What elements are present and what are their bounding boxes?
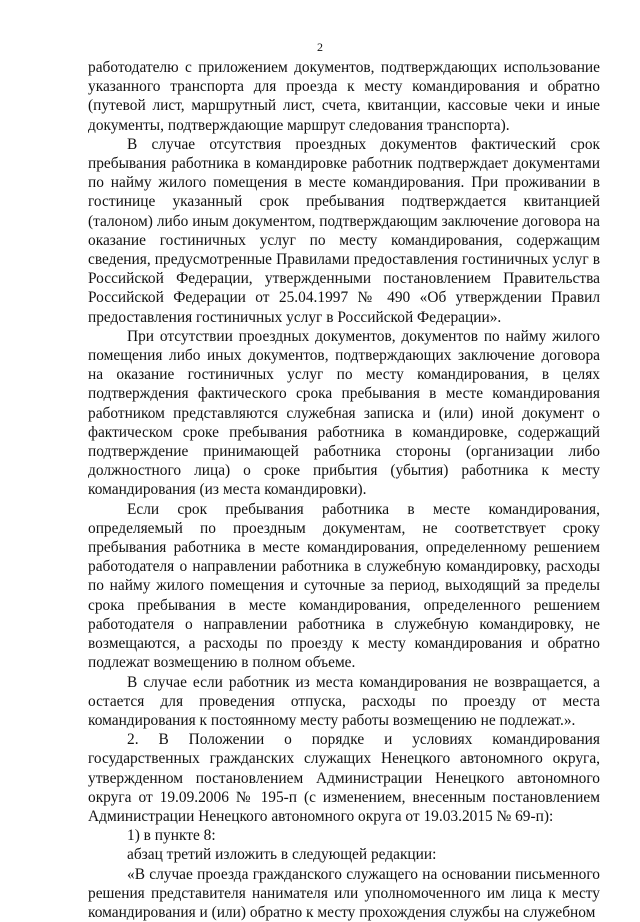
paragraph-subitem-1: 1) в пункте 8: [127, 827, 216, 845]
paragraph-vacation: В случае если работник из места командирования не возвращается, а остается для проведения отпуска, расходы по проезду от места командирования к постоянному месту работы возмещению не подлежат.». [88, 673, 600, 729]
paragraph-stay-mismatch: Если срок пребывания работника в месте командирования, определяемый по проездным документам, не соответствует сроку пребывания работника в месте командирования, определенному решением работодателя о направлении работника в служебную командировку, расходы по найму жилого помещения и суточные за период, выходящий за пределы срока пребывания в месте командирования, определенного решением работодателя о направлении работника в служебную командировку, не возмещаются, а расходы по проезду к месту командирования и обратно подлежат возмещению в полном объеме. [88, 500, 600, 672]
paragraph-continuation: работодателю с приложением документов, подтверждающих использование указанного транспорта для проезда к месту командирования и обратно (путевой лист, маршрутный лист, счета, квитанции, кассовые чеки и иные документы, подтверждающие маршрут следования транспорта). [88, 59, 600, 134]
document-body [88, 58, 600, 922]
paragraph-service-note: При отсутствии проездных документов, документов по найму жилого помещения либо иных документов, подтверждающих заключение договора на оказание гостиничных услуг по месту командирования, в целях подтверждения фактического срока пребывания в месте командирования работником представляются служебная записка и (или) иной документ о фактическом сроке пребывания работника в командировке, содержащий подтверждение принимающей работника стороны (организации либо должностного лица) о сроке прибытия (убытия) работника к месту командирования (из места командировки). [88, 327, 600, 499]
page-number: 2 [317, 40, 323, 54]
paragraph-item-2: 2. В Положении о порядке и условиях командирования государственных гражданских служащих Ненецкого автономного округа, утвержденном постановлением Администрации Ненецкого автономного округа от 19.09.2006 № 195-п (с изменением, внесенным постановлением Администрации Ненецкого автономного округа от 19.03.2015 № 69-п): [88, 731, 600, 825]
paragraph-third-abzac: абзац третий изложить в следующей редакции: [127, 846, 437, 864]
paragraph-new-wording: «В случае проезда гражданского служащего на основании письменного решения представителя нанимателя или уполномоченного им лица к месту командирования и (или) обратно к месту прохождения службы на служебном [88, 865, 600, 921]
paragraph-no-travel-documents: В случае отсутствия проездных документов фактический срок пребывания работника в командировке работник подтверждает документами по найму жилого помещения в месте командирования. При проживании в гостинице указанный срок пребывания подтверждается квитанцией (талоном) либо иным документом, подтверждающим заключение договора на оказание гостиничных услуг по месту командирования, содержащим сведения, предусмотренные Правилами предоставления гостиничных услуг в Российской Федерации, утвержденными постановлением Правительства Российской Федерации от 25.04.1997 № 490 «Об утверждении Правил предоставления гостиничных услуг в Российской Федерации». [88, 135, 600, 326]
